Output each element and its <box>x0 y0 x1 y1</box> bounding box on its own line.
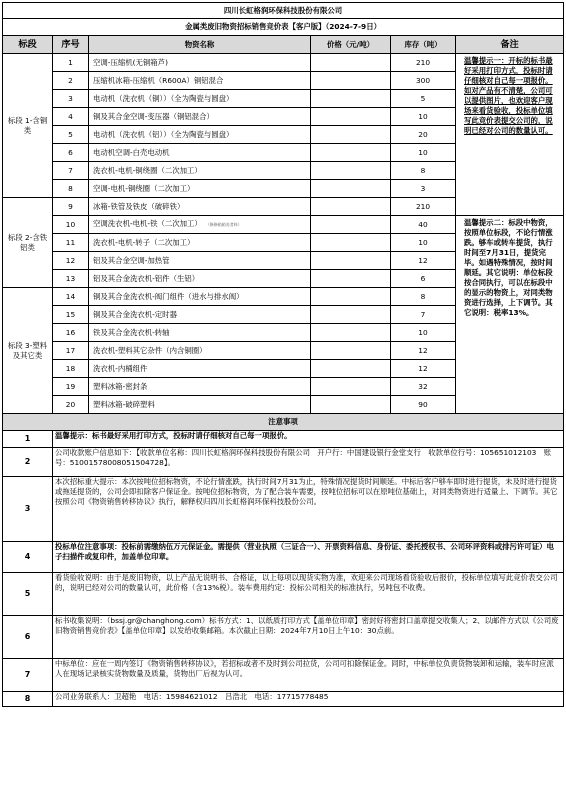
item-name: 铜及其合金洗衣机-定时器 <box>89 306 311 324</box>
bid-table <box>2 2 564 707</box>
item-seq: 17 <box>53 342 89 360</box>
item-seq: 5 <box>53 126 89 144</box>
item-name: 电动机（洗衣机（铝））（全为陶瓷与圆盘） <box>89 126 311 144</box>
item-seq: 15 <box>53 306 89 324</box>
item-price[interactable] <box>311 180 391 198</box>
item-seq: 8 <box>53 180 89 198</box>
item-stock: 10 <box>391 324 456 342</box>
item-price[interactable] <box>311 234 391 252</box>
note-row <box>3 616 564 659</box>
note-num: 5 <box>3 573 53 616</box>
table-row <box>3 216 564 234</box>
item-stock: 210 <box>391 198 456 216</box>
item-price[interactable] <box>311 306 391 324</box>
item-stock: 12 <box>391 252 456 270</box>
item-name: 空调洗衣机-电机-铁（二次加工） （修修箱箱炎者料） <box>89 216 311 234</box>
note-text: 本次招标重大提示：本次按吨位招标物资，不论行情涨跌，执行时间7月31为止，特殊情况提货时间顺延。中标后客户够车即时进行提货，未及时进行提货或拖延提货的，公司会即扣除客户保证金。按吨位招标物资，为了配合装车需要，按吨位招标可以在原吨位基础上，对同类物资进行适量上、下调节。其它按照公司《物资销售转移协议》执行，解释权归四川长虹格润环保科技股份公司。 <box>53 477 564 542</box>
item-seq: 2 <box>53 72 89 90</box>
item-name: 压缩机冰箱-压缩机（R600A）铜铝混合 <box>89 72 311 90</box>
item-price[interactable] <box>311 72 391 90</box>
company-name: 四川长虹格润环保科技股份有限公司 <box>3 3 564 19</box>
section-3-label: 标段 3-塑料及其它类 <box>3 288 53 414</box>
note-row <box>3 431 564 448</box>
item-price[interactable] <box>311 54 391 72</box>
item-price[interactable] <box>311 90 391 108</box>
note-row <box>3 477 564 542</box>
note-num: 4 <box>3 542 53 573</box>
item-seq: 4 <box>53 108 89 126</box>
note-row <box>3 692 564 707</box>
item-price[interactable] <box>311 162 391 180</box>
item-seq: 14 <box>53 288 89 306</box>
remark-1: 温馨提示一：开标的标书最好采用打印方式，投标时请仔细核对自己每一项报价。如对产品有不清楚，公司可以提供图片，也欢迎客户现场来看货验收，投标单位填写此竞价表提交公司的，说明已经对公司的数量认可。 <box>456 54 564 216</box>
item-stock: 3 <box>391 180 456 198</box>
item-price[interactable] <box>311 216 391 234</box>
item-name: 空调-电机-铜绕圈（二次加工） <box>89 180 311 198</box>
item-seq: 16 <box>53 324 89 342</box>
item-name: 铜及其合金洗衣机-阀门组件（进水与排水阀） <box>89 288 311 306</box>
item-seq: 3 <box>53 90 89 108</box>
item-name: 塑料冰箱-破碎塑料 <box>89 396 311 414</box>
item-price[interactable] <box>311 378 391 396</box>
note-text: 看货验收说明：由于是废旧物资，以上产品无说明书、合格证，以上每项以现货实物为准，欢迎来公司现场看货验收后报价，投标单位填写此竞价表交公司的，说明已经对公司的数量认可，此价格（含13%税）。装车费用约定：投标公司相关的标准执行，另吨包不收费。 <box>53 573 564 616</box>
item-price[interactable] <box>311 324 391 342</box>
item-name: 电动机空调-白壳电动机 <box>89 144 311 162</box>
header-seq: 序号 <box>53 36 89 54</box>
item-name: 洗衣机-电机-转子（二次加工） <box>89 234 311 252</box>
item-seq: 6 <box>53 144 89 162</box>
item-stock: 210 <box>391 54 456 72</box>
item-seq: 7 <box>53 162 89 180</box>
item-price[interactable] <box>311 144 391 162</box>
sheet-title: 金属类废旧物资招标销售竞价表【客户版】（2024-7-9日） <box>3 19 564 36</box>
note-num: 6 <box>3 616 53 659</box>
item-stock: 10 <box>391 144 456 162</box>
item-stock: 40 <box>391 216 456 234</box>
header-section: 标段 <box>3 36 53 54</box>
header-price: 价格（元/吨） <box>311 36 391 54</box>
item-stock: 10 <box>391 234 456 252</box>
item-price[interactable] <box>311 198 391 216</box>
note-row <box>3 448 564 477</box>
note-row <box>3 573 564 616</box>
item-seq: 13 <box>53 270 89 288</box>
item-price[interactable] <box>311 270 391 288</box>
item-stock: 90 <box>391 396 456 414</box>
item-stock: 5 <box>391 90 456 108</box>
item-seq: 18 <box>53 360 89 378</box>
item-seq: 11 <box>53 234 89 252</box>
item-name: 空调-压缩机(无铜箱芦) <box>89 54 311 72</box>
item-price[interactable] <box>311 108 391 126</box>
item-stock: 32 <box>391 378 456 396</box>
item-price[interactable] <box>311 126 391 144</box>
note-num: 2 <box>3 448 53 477</box>
note-text: 公司收款账户信息如下：【收款单位名称：四川长虹格润环保科技股份有限公司 开户行：中国建设银行金堂支行 收款单位行号：105651012103 账号：51001578008051504728】。 <box>53 448 564 477</box>
note-num: 7 <box>3 659 53 692</box>
item-seq: 1 <box>53 54 89 72</box>
note-num: 1 <box>3 431 53 448</box>
note-num: 8 <box>3 692 53 707</box>
item-name: 洗衣机-电机-铜绕圈（二次加工） <box>89 162 311 180</box>
section-2-label: 标段 2-含铁铝类 <box>3 198 53 288</box>
item-stock: 12 <box>391 342 456 360</box>
note-text: 投标单位注意事项：投标前需缴纳伍万元保证金。需提供（营业执照（三证合一）、开票资料信息、身份证、委托授权书、公司环评资料或排污许可证）电子扫描件或复印件，加盖单位印章。 <box>53 542 564 573</box>
item-name: 铝及其合金洗衣机-铝件（生铝） <box>89 270 311 288</box>
remark-2: 温馨提示二：标段中物资，按照单位标段，不论行情涨跌。够车或转车提货，执行时间至7月31日，提货完毕。如遇特殊情况，按时间顺延。其它说明：单位标段按合同执行，可以在标段中的显示的物资上，对同类物资进行选择，上下调节。其它说明：税率13%。 <box>456 216 564 414</box>
item-seq: 20 <box>53 396 89 414</box>
item-price[interactable] <box>311 360 391 378</box>
item-name: 洗衣机-塑料其它杂件（内含铜圈） <box>89 342 311 360</box>
item-name: 洗衣机-内桶组件 <box>89 360 311 378</box>
item-seq: 9 <box>53 198 89 216</box>
item-stock: 6 <box>391 270 456 288</box>
note-num: 3 <box>3 477 53 542</box>
item-price[interactable] <box>311 288 391 306</box>
note-text: 公司业务联系人：卫超艳 电话：15984621012 吕浩北 电话：17715778485 <box>53 692 564 707</box>
item-name: 铁及其合金洗衣机-转轴 <box>89 324 311 342</box>
header-name: 物资名称 <box>89 36 311 54</box>
item-price[interactable] <box>311 252 391 270</box>
item-stock: 10 <box>391 108 456 126</box>
note-text: 标书收集说明：（bssj.gr@changhong.com）标书方式：1、以纸质打印方式【盖单位印章】密封好将密封口盖章提交收集人；2、以邮件方式以《公司废旧物资销售竞价表》【盖单位印章】以发给收集邮箱。本次截止日期：2024年7月10日上午10：30点前。 <box>53 616 564 659</box>
item-stock: 300 <box>391 72 456 90</box>
note-text: 中标单位：应在一周内签订《物资销售转移协议》，若招标或者不及时到公司拉货，公司可扣除保证金。同时，中标单位负责货物装卸和运输，装车时应派人在现场记录核实货物数量及质量，货物出厂后视为认可。 <box>53 659 564 692</box>
header-stock: 库存（吨） <box>391 36 456 54</box>
item-stock: 12 <box>391 360 456 378</box>
item-small-note: （修修箱箱炎者料） <box>207 222 242 227</box>
item-seq: 12 <box>53 252 89 270</box>
item-stock: 7 <box>391 306 456 324</box>
item-stock: 20 <box>391 126 456 144</box>
item-seq: 10 <box>53 216 89 234</box>
note-text: 温馨提示：标书最好采用打印方式，投标时请仔细核对自己每一项报价。 <box>53 431 564 448</box>
item-name: 铝及其合金空调-加热管 <box>89 252 311 270</box>
item-stock: 8 <box>391 162 456 180</box>
item-stock: 8 <box>391 288 456 306</box>
table-row <box>3 54 564 72</box>
note-row <box>3 542 564 573</box>
item-name: 塑料冰箱-密封条 <box>89 378 311 396</box>
item-name: 铜及其合金空调-变压器（铜铝混合） <box>89 108 311 126</box>
item-price[interactable] <box>311 342 391 360</box>
item-seq: 19 <box>53 378 89 396</box>
notes-header: 注意事项 <box>3 414 564 431</box>
section-1-label: 标段 1-含铜类 <box>3 54 53 198</box>
item-name: 电动机（洗衣机（铜））（全为陶瓷与圆盘） <box>89 90 311 108</box>
header-remark: 备注 <box>456 36 564 54</box>
note-row <box>3 659 564 692</box>
item-price[interactable] <box>311 396 391 414</box>
item-name: 冰箱-铁管及铁皮（破碎铁） <box>89 198 311 216</box>
